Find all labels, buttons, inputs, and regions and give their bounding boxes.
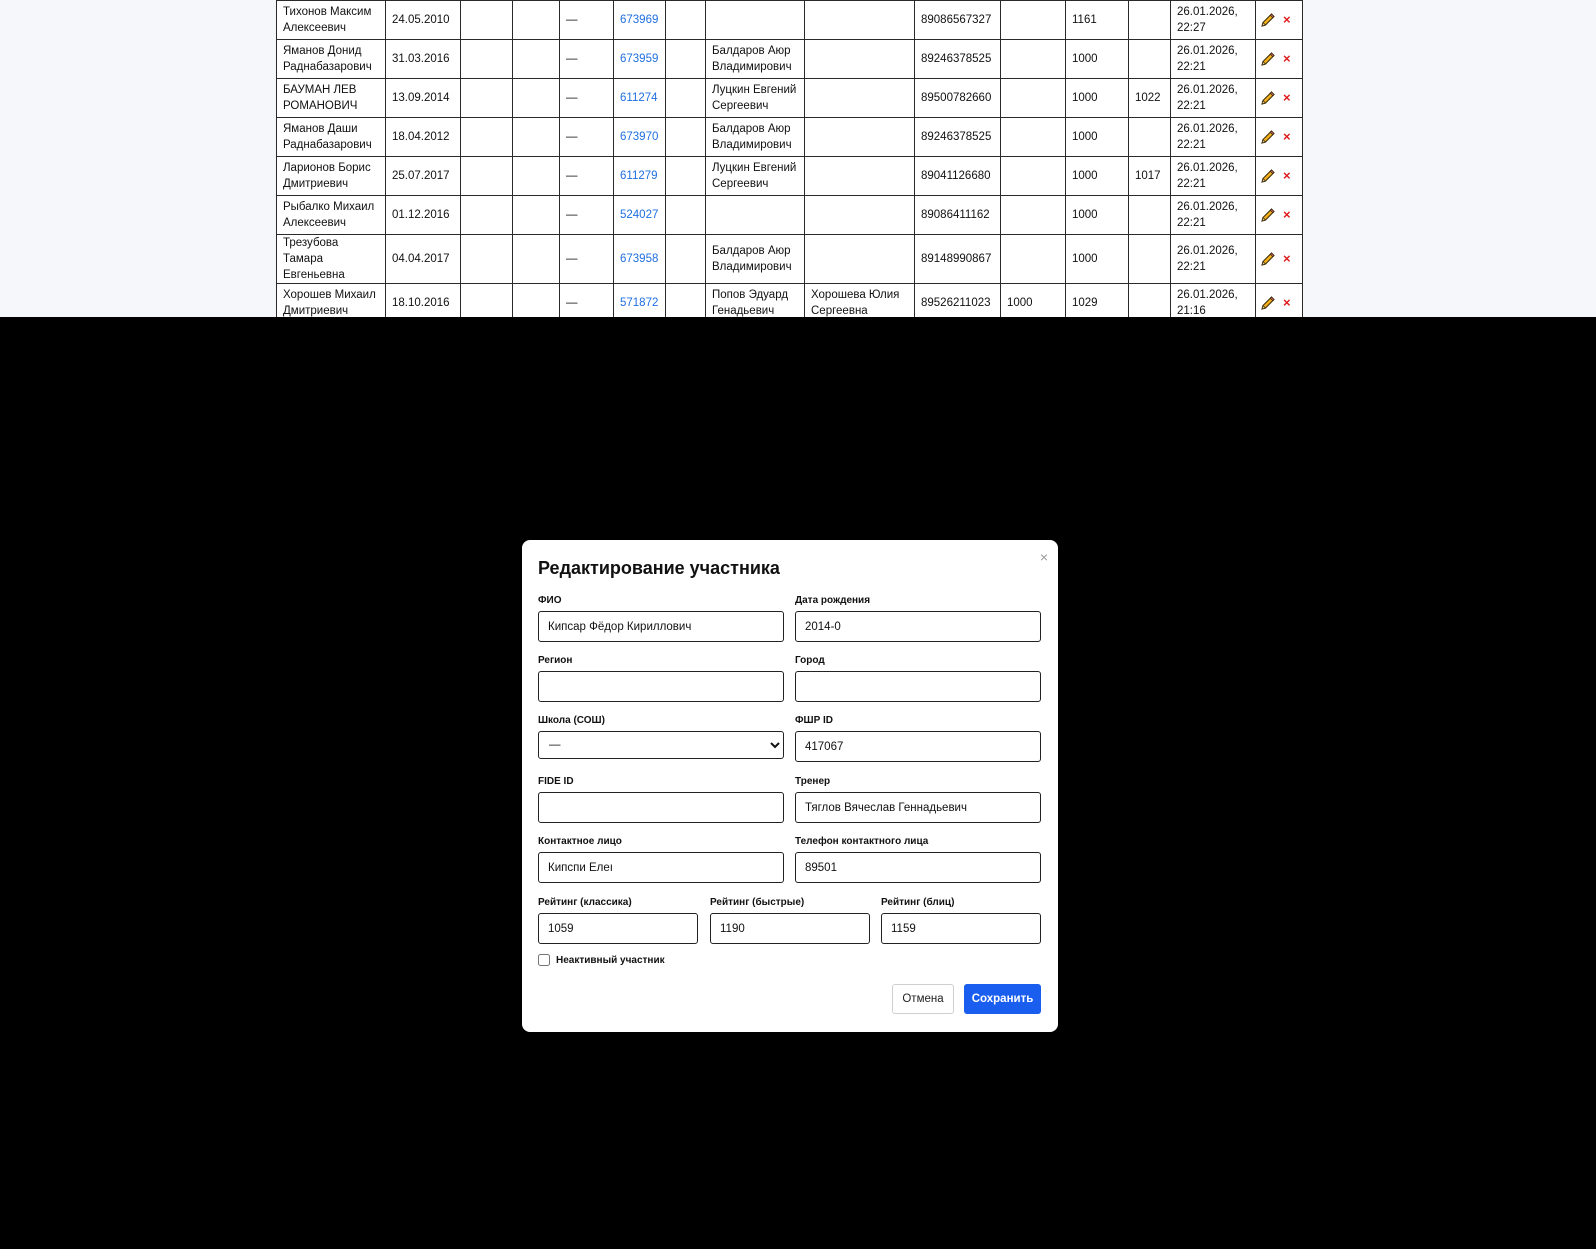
fshr-id-link[interactable]: 673958 xyxy=(614,235,666,284)
fshr-id-link[interactable]: 571872 xyxy=(614,284,666,318)
contact-label: Контактное лицо xyxy=(538,836,622,847)
page-background xyxy=(0,0,1596,317)
table-cell xyxy=(513,196,560,235)
fio-label: ФИО xyxy=(538,595,562,606)
rating-cell xyxy=(1129,196,1171,235)
participant-name-cell: БАУМАН ЛЕВ РОМАНОВИЧ xyxy=(277,79,386,118)
rating-cell: 1000 xyxy=(1001,284,1066,318)
school-cell: — xyxy=(560,157,614,196)
table-row xyxy=(277,157,1303,196)
inactive-label[interactable]: Неактивный участник xyxy=(556,954,665,966)
school-label: Школа (СОШ) xyxy=(538,715,605,726)
table-cell xyxy=(666,1,706,40)
row-actions xyxy=(1256,157,1303,196)
school-cell: — xyxy=(560,118,614,157)
participant-name-cell: Ларионов Борис Дмитриевич xyxy=(277,157,386,196)
dob-input[interactable] xyxy=(795,611,1041,642)
phone-cell: 89148990867 xyxy=(915,235,1001,284)
updated-at-cell: 26.01.2026, 22:21 xyxy=(1171,196,1256,235)
dob-cell: 04.04.2017 xyxy=(386,235,461,284)
dob-label: Дата рождения xyxy=(795,595,871,606)
fide-id-input[interactable] xyxy=(538,792,784,823)
dob-cell: 18.10.2016 xyxy=(386,284,461,318)
school-cell: — xyxy=(560,79,614,118)
school-cell: — xyxy=(560,40,614,79)
edit-participant-modal xyxy=(522,540,1058,1032)
inactive-checkbox[interactable] xyxy=(538,954,550,966)
table-cell xyxy=(513,1,560,40)
table-cell xyxy=(461,79,513,118)
delete-icon[interactable]: × xyxy=(1283,250,1291,266)
table-row xyxy=(277,196,1303,235)
rating-rapid-input[interactable] xyxy=(710,913,870,944)
rating-cell xyxy=(1001,40,1066,79)
table-cell xyxy=(461,1,513,40)
rating-cell: 1017 xyxy=(1129,157,1171,196)
rating-cell: 1000 xyxy=(1066,157,1129,196)
rating-cell xyxy=(1129,118,1171,157)
table-cell xyxy=(513,284,560,318)
participant-name-cell: Хорошев Михаил Дмитриевич xyxy=(277,284,386,318)
updated-at-cell: 26.01.2026, 22:27 xyxy=(1171,1,1256,40)
rating-blitz-input[interactable] xyxy=(881,913,1041,944)
rating-cell xyxy=(1001,235,1066,284)
dob-field-group xyxy=(795,595,1041,642)
rating-classic-field-group xyxy=(538,897,698,944)
rating-cell xyxy=(1001,79,1066,118)
updated-at-cell: 26.01.2026, 22:21 xyxy=(1171,118,1256,157)
table-cell xyxy=(513,157,560,196)
table-cell xyxy=(666,196,706,235)
delete-icon[interactable]: × xyxy=(1283,167,1291,183)
row-actions xyxy=(1256,1,1303,40)
coach-cell: Балдаров Аюр Владимирович xyxy=(706,118,805,157)
updated-at-cell: 26.01.2026, 22:21 xyxy=(1171,235,1256,284)
rating-cell: 1000 xyxy=(1066,118,1129,157)
table-cell xyxy=(513,79,560,118)
table-body xyxy=(277,1,1303,318)
fshr-field-group xyxy=(795,715,1041,762)
fshr-id-link[interactable]: 611274 xyxy=(614,79,666,118)
fio-field-group xyxy=(538,595,784,642)
city-input[interactable] xyxy=(795,671,1041,702)
fide-field-group xyxy=(538,776,784,823)
school-field-group xyxy=(538,715,784,759)
rating-cell: 1000 xyxy=(1066,196,1129,235)
table-cell xyxy=(666,284,706,318)
rating-cell: 1161 xyxy=(1066,1,1129,40)
coach-cell xyxy=(706,196,805,235)
table-cell xyxy=(513,40,560,79)
fshr-id-link[interactable]: 524027 xyxy=(614,196,666,235)
rating-blitz-field-group xyxy=(881,897,1041,944)
row-actions xyxy=(1256,235,1303,284)
phone-cell: 89041126680 xyxy=(915,157,1001,196)
table-cell xyxy=(513,235,560,284)
participants-table xyxy=(276,0,1303,317)
rating-rapid-field-group xyxy=(710,897,870,944)
fshr-id-input[interactable] xyxy=(795,731,1041,762)
table-cell xyxy=(666,157,706,196)
phone-cell: 89526211023 xyxy=(915,284,1001,318)
contact-phone-input[interactable] xyxy=(795,852,1041,883)
coach-cell: Луцкин Евгений Сергеевич xyxy=(706,79,805,118)
pencil-icon[interactable] xyxy=(1260,51,1276,67)
updated-at-cell: 26.01.2026, 22:21 xyxy=(1171,157,1256,196)
contact-phone-field-group xyxy=(795,836,1041,883)
rating-cell xyxy=(1001,157,1066,196)
table-row xyxy=(277,40,1303,79)
contact-cell xyxy=(805,1,915,40)
rating-blitz-label: Рейтинг (блиц) xyxy=(881,897,955,908)
updated-at-cell: 26.01.2026, 21:16 xyxy=(1171,284,1256,318)
modal-title: Редактирование участника xyxy=(538,558,780,578)
rating-classic-label: Рейтинг (классика) xyxy=(538,897,632,908)
table-cell xyxy=(461,196,513,235)
close-icon[interactable]: × xyxy=(1039,549,1048,565)
dob-cell: 01.12.2016 xyxy=(386,196,461,235)
pencil-icon[interactable] xyxy=(1260,129,1276,145)
row-actions xyxy=(1256,284,1303,318)
row-actions xyxy=(1256,118,1303,157)
pencil-icon[interactable] xyxy=(1260,207,1276,223)
contact-cell xyxy=(805,118,915,157)
coach-cell: Балдаров Аюр Владимирович xyxy=(706,235,805,284)
coach-field-group xyxy=(795,776,1041,823)
delete-icon[interactable]: × xyxy=(1283,128,1291,144)
rating-cell: 1000 xyxy=(1066,79,1129,118)
phone-cell: 89246378525 xyxy=(915,40,1001,79)
rating-cell: 1000 xyxy=(1066,235,1129,284)
contact-cell: Хорошева Юлия Сергеевна xyxy=(805,284,915,318)
table-cell xyxy=(461,157,513,196)
participant-name-cell: Трезубова Тамара Евгеньевна xyxy=(277,235,386,284)
fshr-id-link[interactable]: 673959 xyxy=(614,40,666,79)
table-cell xyxy=(461,40,513,79)
delete-icon[interactable]: × xyxy=(1283,206,1291,222)
contact-person-input[interactable] xyxy=(538,852,784,883)
rating-cell xyxy=(1001,196,1066,235)
table-row xyxy=(277,235,1303,284)
dob-cell: 13.09.2014 xyxy=(386,79,461,118)
fshr-id-link[interactable]: 611279 xyxy=(614,157,666,196)
school-select[interactable] xyxy=(538,731,784,759)
coach-cell xyxy=(706,1,805,40)
contact-cell xyxy=(805,79,915,118)
contact-cell xyxy=(805,157,915,196)
updated-at-cell: 26.01.2026, 22:21 xyxy=(1171,79,1256,118)
rating-cell xyxy=(1129,40,1171,79)
pencil-icon[interactable] xyxy=(1260,295,1276,311)
contact-phone-label: Телефон контактного лица xyxy=(795,836,929,847)
delete-icon[interactable]: × xyxy=(1283,50,1291,66)
fio-input[interactable] xyxy=(538,611,784,642)
rating-cell xyxy=(1001,1,1066,40)
dob-cell: 18.04.2012 xyxy=(386,118,461,157)
coach-cell: Попов Эдуард Генадьевич xyxy=(706,284,805,318)
updated-at-cell: 26.01.2026, 22:21 xyxy=(1171,40,1256,79)
city-field-group xyxy=(795,655,1041,702)
fide-label: FIDE ID xyxy=(538,776,574,787)
region-input[interactable] xyxy=(538,671,784,702)
table-cell xyxy=(666,235,706,284)
table-row xyxy=(277,79,1303,118)
dob-cell: 31.03.2016 xyxy=(386,40,461,79)
phone-cell: 89246378525 xyxy=(915,118,1001,157)
rating-cell: 1000 xyxy=(1066,40,1129,79)
inactive-checkbox-row xyxy=(538,954,665,966)
contact-cell xyxy=(805,196,915,235)
contact-field-group xyxy=(538,836,784,883)
region-label: Регион xyxy=(538,655,573,666)
coach-label: Тренер xyxy=(795,776,831,787)
delete-icon[interactable]: × xyxy=(1283,294,1291,310)
participant-name-cell: Яманов Даши Раднабазарович xyxy=(277,118,386,157)
school-cell: — xyxy=(560,235,614,284)
table-cell xyxy=(666,40,706,79)
rating-cell xyxy=(1129,284,1171,318)
fshr-id-link[interactable]: 673969 xyxy=(614,1,666,40)
region-field-group xyxy=(538,655,784,702)
row-actions xyxy=(1256,196,1303,235)
table-cell xyxy=(461,118,513,157)
table-row xyxy=(277,1,1303,40)
table-row xyxy=(277,284,1303,318)
table-cell xyxy=(513,118,560,157)
rating-cell xyxy=(1129,1,1171,40)
phone-cell: 89500782660 xyxy=(915,79,1001,118)
school-cell: — xyxy=(560,196,614,235)
rating-cell xyxy=(1129,235,1171,284)
row-actions xyxy=(1256,79,1303,118)
table-cell xyxy=(666,118,706,157)
dob-cell: 24.05.2010 xyxy=(386,1,461,40)
contact-cell xyxy=(805,235,915,284)
coach-cell: Балдаров Аюр Владимирович xyxy=(706,40,805,79)
table-row xyxy=(277,118,1303,157)
table-cell xyxy=(461,284,513,318)
table-cell xyxy=(461,235,513,284)
coach-input[interactable] xyxy=(795,792,1041,823)
delete-icon[interactable]: × xyxy=(1283,89,1291,105)
pencil-icon[interactable] xyxy=(1260,90,1276,106)
school-cell: — xyxy=(560,284,614,318)
cancel-button[interactable]: Отмена xyxy=(892,984,954,1014)
coach-cell: Луцкин Евгений Сергеевич xyxy=(706,157,805,196)
fshr-label: ФШР ID xyxy=(795,715,834,726)
participant-name-cell: Рыбалко Михаил Алексеевич xyxy=(277,196,386,235)
rating-cell: 1029 xyxy=(1066,284,1129,318)
contact-cell xyxy=(805,40,915,79)
school-cell: — xyxy=(560,1,614,40)
rating-classic-input[interactable] xyxy=(538,913,698,944)
pencil-icon[interactable] xyxy=(1260,12,1276,28)
rating-cell xyxy=(1001,118,1066,157)
delete-icon[interactable]: × xyxy=(1283,11,1291,27)
participant-name-cell: Тихонов Максим Алексеевич xyxy=(277,1,386,40)
phone-cell: 89086411162 xyxy=(915,196,1001,235)
dob-cell: 25.07.2017 xyxy=(386,157,461,196)
pencil-icon[interactable] xyxy=(1260,168,1276,184)
rating-rapid-label: Рейтинг (быстрые) xyxy=(710,897,805,908)
phone-cell: 89086567327 xyxy=(915,1,1001,40)
fshr-id-link[interactable]: 673970 xyxy=(614,118,666,157)
rating-cell: 1022 xyxy=(1129,79,1171,118)
pencil-icon[interactable] xyxy=(1260,251,1276,267)
save-button[interactable]: Сохранить xyxy=(964,984,1041,1014)
city-label: Город xyxy=(795,655,825,666)
participant-name-cell: Яманов Донид Раднабазарович xyxy=(277,40,386,79)
table-cell xyxy=(666,79,706,118)
row-actions xyxy=(1256,40,1303,79)
